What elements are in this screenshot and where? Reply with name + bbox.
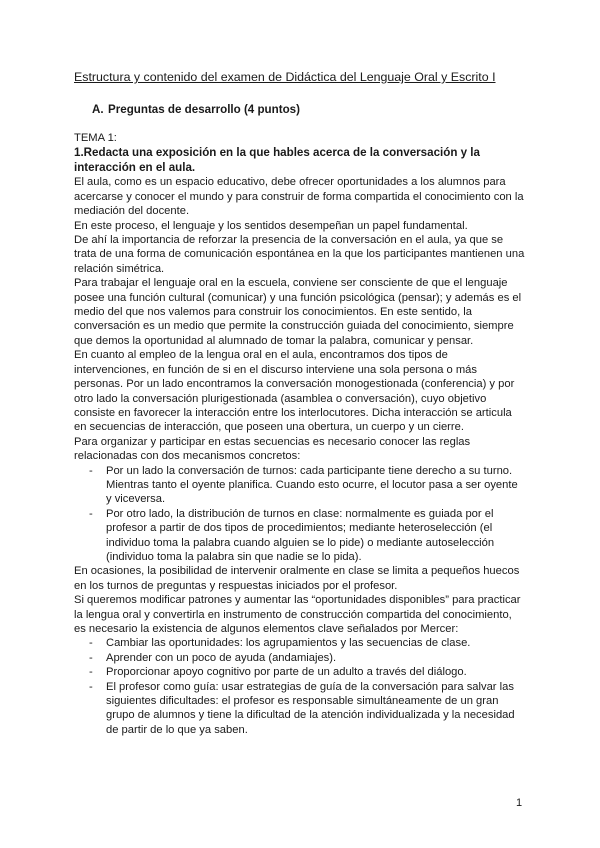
list-item-text: Por otro lado, la distribución de turnos en clase: normalmente es guiada por el profesor a partir de dos tipos de procedimientos; mediante heteroselección (el individuo toma la palabra cuando alguien se lo pide) o mediante autoselección (individuo toma la palabra sin que nadie se lo pida). (106, 507, 495, 563)
page-number: 1 (516, 797, 523, 809)
list-item (74, 507, 526, 565)
list-item-text: Aprender con un poco de ayuda (andamiajes). (106, 651, 337, 664)
list-item-text: El profesor como guía: usar estrategias de guía de la conversación para salvar las siguientes dificultades: el profesor es responsable simultáneamente de un gran grupo de alumnos y tiene la dificultad de la atención individualizada y la necesidad de partir de lo que ya saben. (106, 680, 515, 736)
bullet-dash: - (89, 651, 93, 664)
bullet-dash: - (89, 464, 93, 477)
elements-list (74, 636, 526, 737)
document-body (74, 131, 526, 737)
list-item-text: Cambiar las oportunidades: los agrupamientos y las secuencias de clase. (106, 637, 471, 650)
bullet-dash: - (89, 637, 93, 650)
paragraph: En ocasiones, la posibilidad de intervenir oralmente en clase se limita a pequeños huecos en los turnos de preguntas y respuestas iniciados por el profesor. (74, 565, 520, 592)
paragraph: Si queremos modificar patrones y aumentar las “oportunidades disponibles” para practicar la lengua oral y convertirla en instrumento de construcción compartida del conocimiento, es necesario la existencia de algunos elementos clave señalados por Mercer: (74, 594, 521, 635)
list-item-text: Por un lado la conversación de turnos: cada participante tiene derecho a su turno. Mientras tanto el oyente planifica. Cuando esto ocurre, el locutor pasa a ser oyente y viceversa. (106, 464, 518, 506)
paragraph: Para organizar y participar en estas secuencias es necesario conocer las reglas relacionadas con dos mecanismos concretos: (74, 435, 471, 463)
list-item (74, 665, 526, 679)
paragraph: El aula, como es un espacio educativo, debe ofrecer oportunidades a los alumnos para acercarse y conocer el mundo y para construir de forma compartida el conocimiento con la mediación del docente. (74, 176, 524, 218)
list-item (74, 636, 526, 650)
section-title: Preguntas de desarrollo (4 puntos) (108, 103, 300, 116)
topic-label: TEMA 1: (74, 132, 117, 144)
list-item (74, 651, 526, 665)
section-heading (92, 103, 300, 116)
list-item (74, 680, 526, 738)
list-item (74, 464, 526, 507)
mechanisms-list (74, 464, 526, 565)
bullet-dash: - (89, 507, 93, 520)
paragraph: Para trabajar el lenguaje oral en la escuela, conviene ser consciente de que el lenguaje posee una función cultural (comunicar) y una función psicológica (pensar); y además es el medio del que nos valemos para construir los conocimientos. En este sentido, la conversación es un medio que permite la construcción guiada del conocimiento, siempre que demos la oportunidad al alumnado de tomar la palabra, comunicar y pensar. (74, 277, 522, 347)
paragraph: De ahí la importancia de reforzar la presencia de la conversación en el aula, ya que se trata de una forma de comunicación espontánea en la que los participantes mantienen una relación simétrica. (74, 234, 525, 275)
paragraph: En este proceso, el lenguaje y los sentidos desempeñan un papel fundamental. (74, 219, 468, 232)
bullet-dash: - (89, 680, 93, 693)
section-letter: A. (92, 103, 104, 116)
document-title: Estructura y contenido del examen de Didáctica del Lenguaje Oral y Escrito I (74, 70, 496, 84)
bullet-dash: - (89, 666, 93, 679)
list-item-text: Proporcionar apoyo cognitivo por parte de un adulto a través del diálogo. (106, 666, 467, 679)
paragraph: En cuanto al empleo de la lengua oral en el aula, encontramos dos tipos de intervenciones, en función de si en el discurso interviene una sola persona o más personas. Por un lado encontramos la conversación monogestionada (conferencia) y por otro lado la conversación plurigestionada (asamblea o conversación), cuyo objetivo consiste en favorecer la interacción entre los interlocutores. Dicha interacción se articula en secuencias de interacción, que poseen una obertura, un cuerpo y un cierre. (74, 349, 515, 434)
question-heading: 1.Redacta una exposición en la que hables acerca de la conversación y la interacción en el aula. (74, 146, 480, 175)
